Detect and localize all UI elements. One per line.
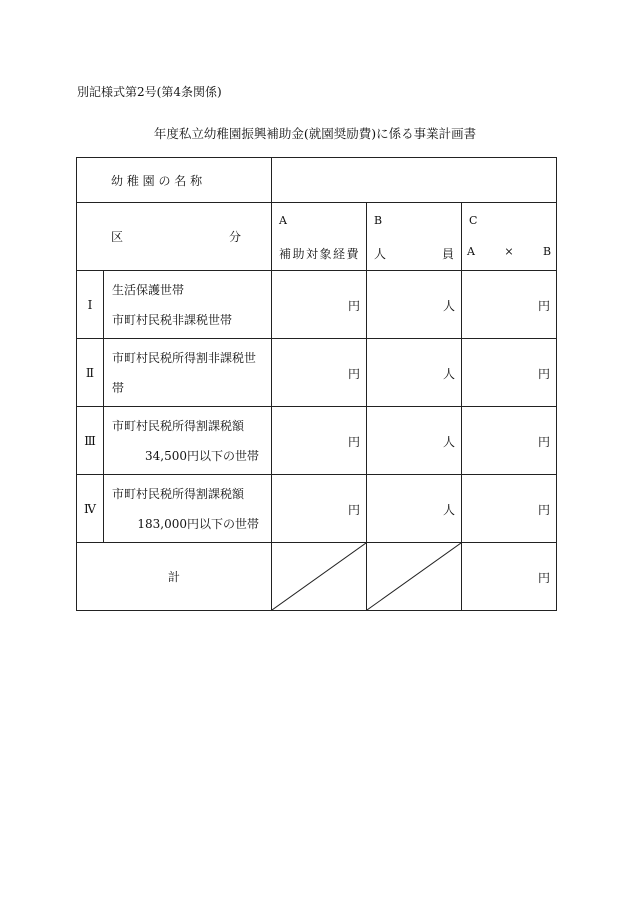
total-b-struck-cell (367, 543, 462, 611)
product-cell[interactable]: 円 (462, 407, 557, 475)
total-label: 計 (77, 543, 272, 611)
form-number: 別記様式第2号(第4条関係) (77, 85, 222, 99)
table-row (77, 475, 557, 543)
expense-cell[interactable]: 円 (272, 407, 367, 475)
headcount-cell[interactable]: 人 (367, 475, 462, 543)
row-number: Ⅰ (77, 271, 104, 339)
table-row (77, 339, 557, 407)
col-c-formula-a: A (467, 245, 475, 258)
school-name-label: 幼 稚 園 の 名 称 (77, 158, 272, 203)
row-description: 市町村民税所得割非課税世帯 (104, 339, 272, 407)
division-label-left: 区 (111, 230, 124, 244)
total-a-struck-cell (272, 543, 367, 611)
col-c-formula-b: B (542, 245, 552, 258)
row-description: 市町村民税所得割課税額 34,500円以下の世帯 (104, 407, 272, 475)
col-c-header (462, 203, 557, 271)
col-c-letter: C (469, 214, 478, 227)
headcount-cell[interactable]: 人 (367, 271, 462, 339)
expense-cell[interactable]: 円 (272, 271, 367, 339)
expense-cell[interactable]: 円 (272, 475, 367, 543)
row-number: Ⅱ (77, 339, 104, 407)
col-a-label: 補助対象経費 (279, 247, 361, 261)
column-header-row (77, 203, 557, 271)
headcount-cell[interactable]: 人 (367, 339, 462, 407)
table-row (77, 407, 557, 475)
headcount-cell[interactable]: 人 (367, 407, 462, 475)
total-row (77, 543, 557, 611)
product-cell[interactable]: 円 (462, 271, 557, 339)
col-c-formula-op: × (504, 245, 514, 258)
product-cell[interactable]: 円 (462, 475, 557, 543)
row-description: 生活保護世帯 市町村民税非課税世帯 (104, 271, 272, 339)
row-number: Ⅲ (77, 407, 104, 475)
total-c-cell[interactable]: 円 (462, 543, 557, 611)
diagonal-strike (272, 543, 366, 610)
col-a-header (272, 203, 367, 271)
division-header (77, 203, 272, 271)
plan-table (76, 157, 557, 611)
col-b-label-right: 員 (442, 247, 455, 261)
table-row (77, 271, 557, 339)
row-number: Ⅳ (77, 475, 104, 543)
document-title: 年度私立幼稚園振興補助金(就園奨励費)に係る事業計画書 (153, 126, 477, 141)
row-description: 市町村民税所得割課税額 183,000円以下の世帯 (104, 475, 272, 543)
col-a-letter: A (279, 214, 287, 227)
diagonal-strike (367, 543, 461, 610)
division-label-right: 分 (229, 230, 242, 244)
expense-cell[interactable]: 円 (272, 339, 367, 407)
product-cell[interactable]: 円 (462, 339, 557, 407)
col-b-label-left: 人 (374, 247, 387, 261)
school-name-field[interactable] (272, 158, 557, 203)
school-name-row (77, 158, 557, 203)
col-b-letter: B (374, 214, 383, 227)
col-b-header (367, 203, 462, 271)
